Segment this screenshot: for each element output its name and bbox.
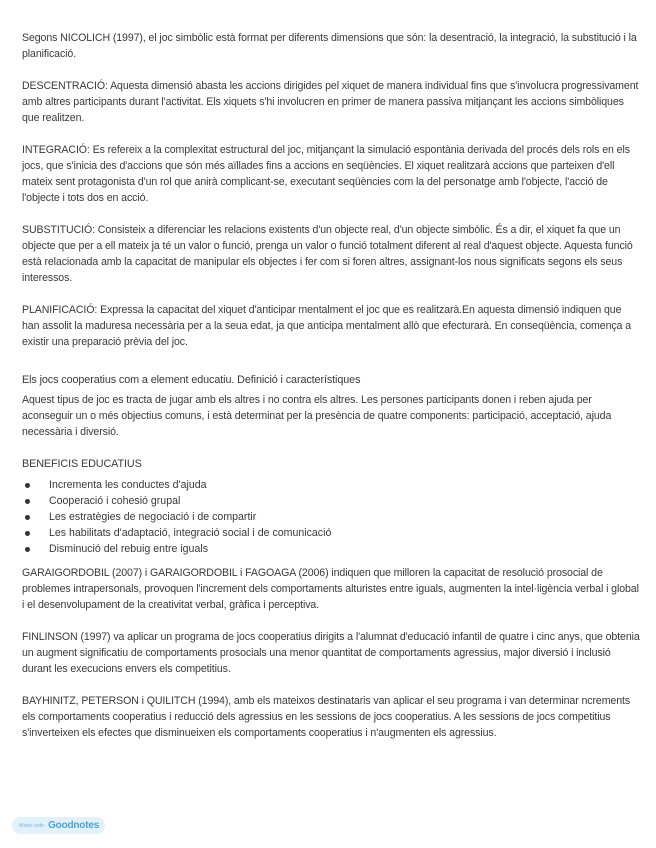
badge-caption: Made with	[19, 822, 45, 829]
cooperatius-heading: Els jocs cooperatius com a element educatiu. Definició i característiques	[22, 374, 361, 386]
descentracio-paragraph: DESCENTRACIÓ: Aquesta dimensió abasta les accions dirigides pel xiquet de manera individual fins que s'involucra progressivament amb altres participants durant l'activitat. Els xiquets s'hi involucren en primer de manera passiva mitjançant les accions simbòliques que realitzen.	[22, 80, 639, 124]
finlinson-paragraph: FINLINSON (1997) va aplicar un programa de jocs cooperatius dirigits a l'alumnat d'educació infantil de quatre i cinc anys, que obtenia un augment significatiu de comportaments prosocials una menor quantitat de comportaments agressius, major diversió i inclusió durant les execucions envers els competitius.	[22, 631, 640, 675]
made-with-goodnotes-badge	[12, 817, 105, 834]
goodnotes-logo: Goodnotes	[48, 820, 100, 831]
list-item: Incrementa les conductes d'ajuda	[22, 477, 640, 493]
list-item: Disminució del rebuig entre iguals	[22, 541, 640, 557]
integracio-paragraph: INTEGRACIÓ: Es refereix a la complexitat estructural del joc, mitjançant la simulació espontània derivada del procés dels rols en els jocs, que s'inicia des d'accions que són més aïllades fins a accions en seqüències. El xiquet realitzarà accions que parteixen d'ell mateix sent protagonista d'un rol que anirà complicant-se, executant seqüències com la del personatge amb l'objecte, l'acció de l'objecte i tots dos en acció.	[22, 144, 630, 204]
bayhinitz-paragraph: BAYHINITZ, PETERSON i QUILITCH (1994), amb els mateixos destinataris van aplicar el seu programa i van determinar ncrements els comportaments cooperatius i reducció dels agressius en les sessions de jocs cooperatius. A les sessions de jocs competitius s'inverteixen els efectes que disminueixen els comportaments cooperatius i n'augmenten els agressius.	[22, 695, 631, 739]
list-item: Cooperació i cohesió grupal	[22, 493, 640, 509]
planificacio-paragraph: PLANIFICACIÓ: Expressa la capacitat del xiquet d'anticipar mentalment el joc que es realitzarà.En aquesta dimensió indiquen que han assolit la maduresa necessària per a la seua edat, ja que anticipa mentalment allò que efecturarà. En conseqüència, comença a existir una preparació prèvia del joc.	[22, 304, 631, 348]
beneficis-list	[22, 477, 640, 557]
intro-paragraph: Segons NICOLICH (1997), el joc simbòlic està format per diferents dimensions que són: la desentració, la integració, la substitució i la planificació.	[22, 32, 637, 60]
cooperatius-paragraph: Aquest tipus de joc es tracta de jugar amb els altres i no contra els altres. Les persones participants donen i reben ajuda per aconseguir un o més objectius comuns, i està determinat per la presència de quatre components: participació, acceptació, ajuda necessària i diversió.	[22, 394, 612, 438]
garaigordobil-paragraph: GARAIGORDOBIL (2007) i GARAIGORDOBIL i FAGOAGA (2006) indiquen que milloren la capacitat de resolució prosocial de problemes intrapersonals, provoquen l'increment dels comportaments alturistes entre iguals, augmenten la intel·ligència verbal i global i el desenvolupament de la creativitat verbal, gràfica i perceptiva.	[22, 567, 639, 611]
list-item: Les habilitats d'adaptació, integració social i de comunicació	[22, 525, 640, 541]
substitucio-paragraph: SUBSTITUCIÓ: Consisteix a diferenciar les relacions existents d'un objecte real, d'un objecte simbòlic. És a dir, el xiquet fa que un objecte que per a ell mateix ja té un valor o funció, prenga un valor o funció totalment diferent al real d'aquest objecte. Aquesta funció està relacionada amb la capacitat de manipular els objectes i fer com si foren altres, assignant-los nous significats segons els seus interessos.	[22, 224, 633, 284]
list-item: Les estratègies de negociació i de compartir	[22, 509, 640, 525]
document-page	[22, 30, 640, 741]
beneficis-heading: BENEFICIS EDUCATIUS	[22, 458, 142, 470]
